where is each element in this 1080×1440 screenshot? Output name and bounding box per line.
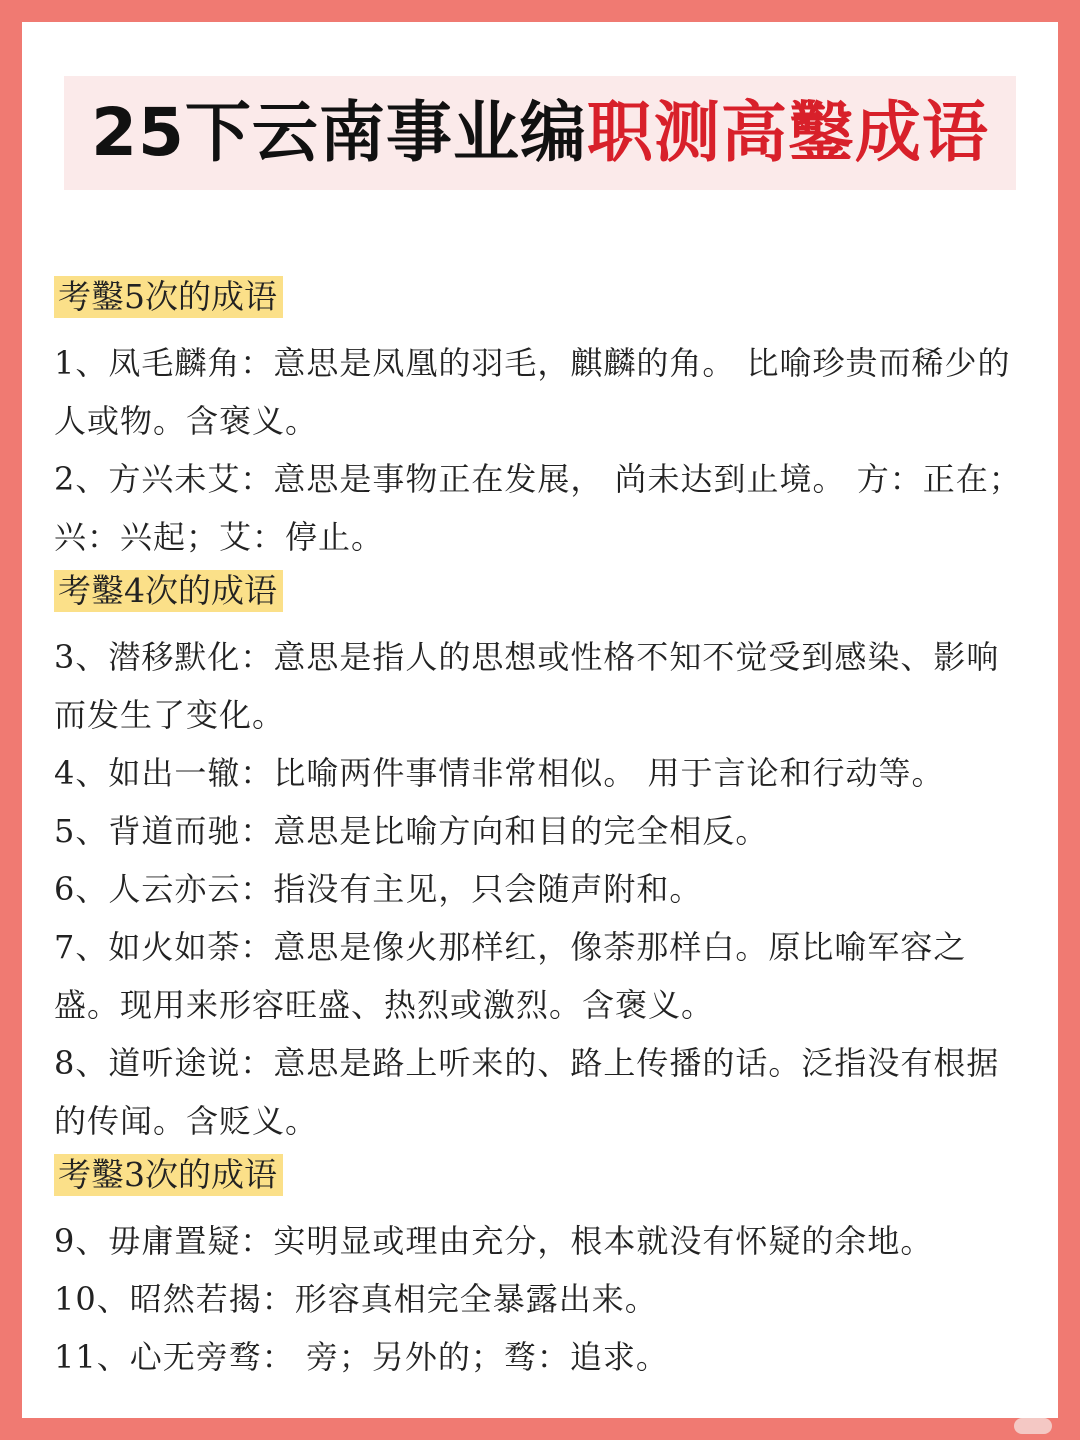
section-label: 考鑿4次的成语	[54, 570, 283, 612]
section-3-times	[54, 1150, 1032, 1386]
title-banner	[64, 76, 1016, 190]
list-item: 4、如出一辙：比喻两件事情非常相似。 用于言论和行动等。	[54, 754, 945, 792]
section-5-times	[54, 276, 1032, 566]
list-item: 10、昭然若揭：形容真相完全暴露出来。	[54, 1280, 658, 1318]
section-label: 考鑿5次的成语	[54, 276, 283, 318]
list-item: 5、背道而驰：意思是比喻方向和目的完全相反。	[54, 812, 769, 850]
list-item: 6、人云亦云：指没有主见，只会随声附和。	[54, 870, 703, 908]
list-item: 11、心无旁骛： 旁；另外的；骛：追求。	[54, 1338, 669, 1376]
section-label: 考鑿3次的成语	[54, 1154, 283, 1196]
title-accent: 职测高鑿成语	[586, 94, 989, 171]
list-item: 8、道听途说：意思是路上听来的、路上传播的话。泛指没有根据的传闻。含贬义。	[54, 1044, 1000, 1140]
content-card	[22, 22, 1058, 1418]
list-item: 3、潜移默化：意思是指人的思想或性格不知不觉受到感染、影响而发生了变化。	[54, 638, 1000, 734]
section-4-times	[54, 566, 1032, 1150]
title-main: 25下云南事业编	[91, 94, 587, 171]
list-item: 2、方兴未艾：意思是事物正在发展， 尚未达到止境。 方：正在；兴：兴起；艾：停止。	[54, 460, 1022, 556]
watermark-badge	[1014, 1418, 1052, 1434]
list-item: 7、如火如荼：意思是像火那样红，像荼那样白。原比喻军容之盛。现用来形容旺盛、热烈或激烈。含褒义。	[54, 928, 967, 1024]
page-title	[64, 76, 1016, 190]
list-item: 1、凤毛麟角：意思是凤凰的羽毛，麒麟的角。 比喻珍贵而稀少的人或物。含褒义。	[54, 344, 1011, 440]
list-item: 9、毋庸置疑：实明显或理由充分，根本就没有怀疑的余地。	[54, 1222, 934, 1260]
idiom-list	[54, 276, 1032, 1386]
